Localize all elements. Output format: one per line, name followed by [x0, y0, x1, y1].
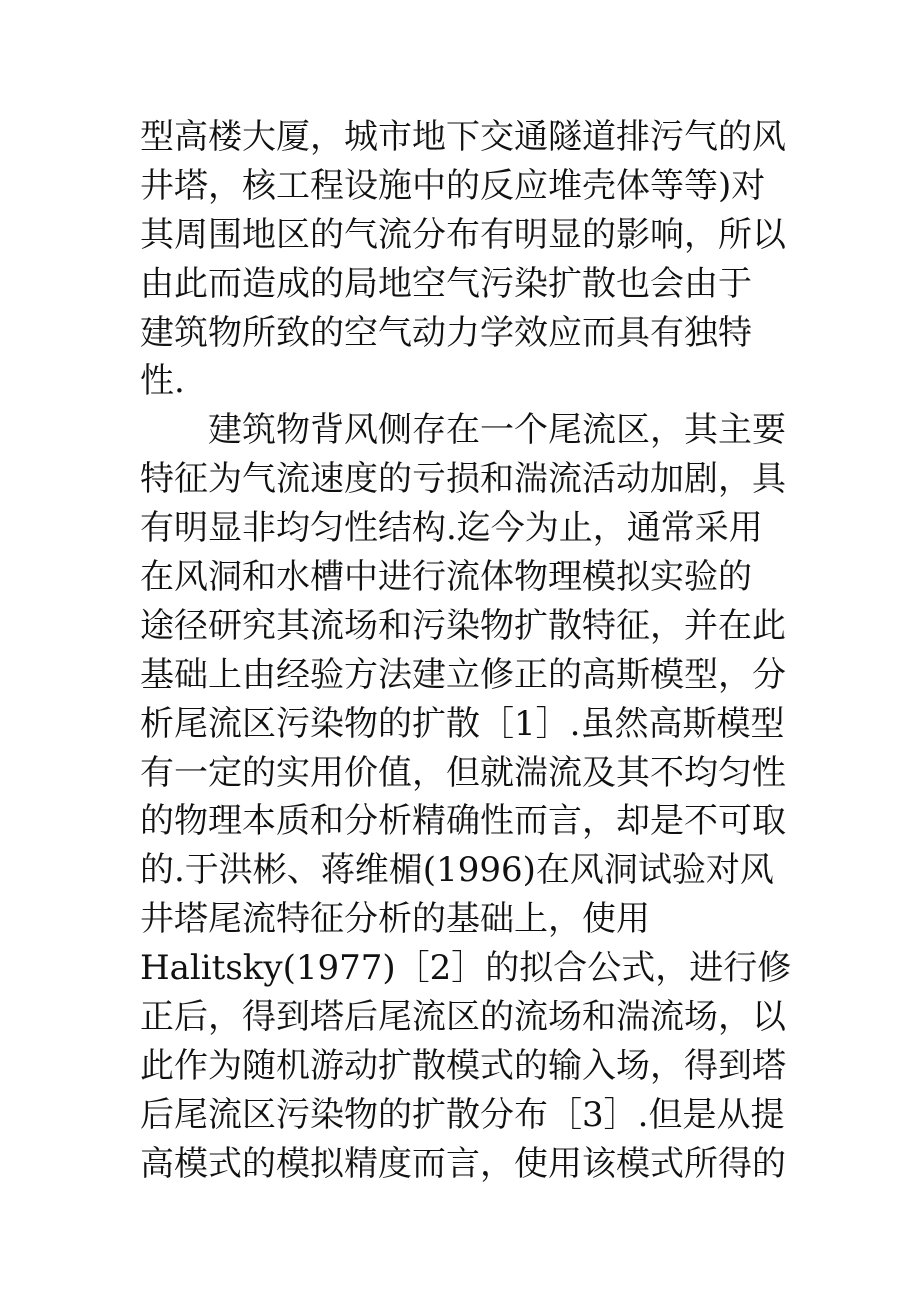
paragraph-2: [140, 406, 800, 1188]
text-line: 井塔，核工程设施中的反应堆壳体等等)对: [140, 165, 766, 206]
text-line-indented: 建筑物背风侧存在一个尾流区，其主要: [208, 410, 786, 451]
text-line: 此作为随机游动扩散模式的输入场，得到塔: [140, 1045, 786, 1086]
text-line: 有明显非均匀性结构.迄今为止，通常采用: [140, 508, 763, 549]
text-line: Halitsky(1977)［2］的拟合公式，进行修: [140, 948, 792, 989]
text-line: 高模式的模拟精度而言，使用该模式所得的: [140, 1143, 786, 1184]
text-line: 型高楼大厦，城市地下交通隧道排污气的风: [140, 117, 786, 157]
text-line: 特征为气流速度的亏损和湍流活动加剧，具: [140, 459, 786, 500]
text-line: 在风洞和水槽中进行流体物理模拟实验的: [140, 557, 752, 598]
text-line: 后尾流区污染物的扩散分布［3］.但是从提: [140, 1094, 785, 1135]
text-line: 井塔尾流特征分析的基础上，使用: [140, 899, 650, 940]
text-line: 析尾流区污染物的扩散［1］.虽然高斯模型: [140, 703, 785, 744]
text-line: 基础上由经验方法建立修正的高斯模型，分: [140, 654, 786, 695]
paragraph-1: [140, 113, 800, 406]
text-line: 的物理本质和分析精确性而言，却是不可取: [140, 801, 786, 842]
document-body: [140, 113, 800, 1189]
text-line: 建筑物所致的空气动力学效应而具有独特: [140, 312, 752, 353]
text-line: 的.于洪彬、蒋维楣(1996)在风洞试验对风: [140, 850, 774, 891]
text-line: 正后，得到塔后尾流区的流场和湍流场，以: [140, 997, 786, 1038]
text-line: 其周围地区的气流分布有明显的影响，所以: [140, 214, 786, 255]
text-line: 有一定的实用价值，但就湍流及其不均匀性: [140, 752, 786, 793]
text-line: 途径研究其流场和污染物扩散特征，并在此: [140, 605, 786, 646]
text-line: 性.: [140, 361, 185, 402]
text-line: 由此而造成的局地空气污染扩散也会由于: [140, 263, 752, 304]
